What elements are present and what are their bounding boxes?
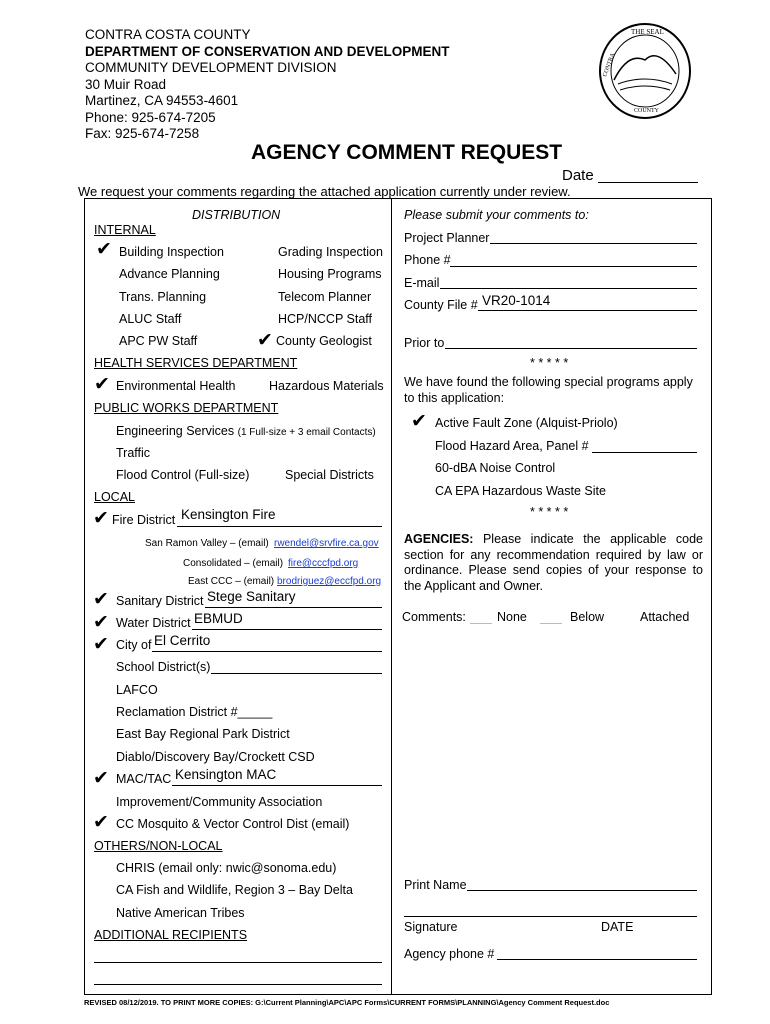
agency-phone-field[interactable] [497,959,697,960]
division-name: COMMUNITY DEVELOPMENT DIVISION [85,60,337,75]
hcp-nccp-staff: HCP/NCCP Staff [278,312,373,326]
project-planner-field[interactable] [490,243,697,244]
column-divider [391,198,392,995]
county-file-line [478,310,697,311]
active-fault-zone: Active Fault Zone (Alquist-Priolo) [435,416,618,430]
comments-below-checkbox[interactable] [540,623,562,624]
check-building-inspection[interactable]: ✔ [96,239,112,260]
signature-date-label: DATE [601,920,634,934]
others-heading: OTHERS/NON-LOCAL [94,839,223,853]
internal-heading: INTERNAL [94,223,156,237]
native-american-tribes: Native American Tribes [116,906,245,920]
print-name-field[interactable] [467,890,697,891]
stars-divider-1: * * * * * [530,356,569,370]
print-name-label: Print Name [404,878,467,892]
east-ccc-label: East CCC – (email) [188,576,275,587]
special-programs-text: We have found the following special programs apply to this application: [404,375,693,405]
reclamation-district: Reclamation District #_____ [116,705,273,719]
prior-to-label: Prior to [404,336,445,350]
check-fire-district[interactable]: ✔ [93,508,109,529]
special-districts: Special Districts [285,468,374,482]
engineering-services-note: (1 Full-size + 3 email Contacts) [237,427,376,438]
comments-below: Below [570,610,605,624]
date-label: Date [562,167,594,184]
phone-label: Phone # [404,253,451,267]
date-field[interactable] [598,182,698,183]
agencies-label: AGENCIES: [404,532,474,546]
phone-number: Phone: 925-674-7205 [85,109,216,125]
department-name: DEPARTMENT OF CONSERVATION AND DEVELOPMENT [85,43,450,59]
county-seal-logo [598,22,692,120]
check-city[interactable]: ✔ [93,634,109,655]
local-heading: LOCAL [94,490,135,504]
sanitary-district-value[interactable]: Stege Sanitary [207,589,296,604]
phone-field[interactable] [450,266,697,267]
water-district-line [192,629,382,630]
noise-control: 60-dBA Noise Control [435,461,556,475]
svg-text:CONTRA: CONTRA [602,52,617,78]
address-line2: Martinez, CA 94553-4601 [85,93,239,108]
address-line1: 30 Muir Road [85,76,167,92]
city-value[interactable]: El Cerrito [154,633,211,648]
footer-revision-note: REVISED 08/12/2019. TO PRINT MORE COPIES: G:\Current Planning\APC\APC Forms\CURRENT FORMS\PLANNING\Agency Comment Request.doc [84,998,610,1007]
health-services-heading: HEALTH SERVICES DEPARTMENT [94,356,298,370]
traffic: Traffic [116,446,151,460]
building-inspection: Building Inspection [119,245,224,259]
distribution-heading: DISTRIBUTION [192,208,281,222]
page-title: AGENCY COMMENT REQUEST [251,141,563,164]
ca-epa-hazardous-waste: CA EPA Hazardous Waste Site [435,484,606,498]
engineering-services-label: Engineering Services [116,424,235,438]
mac-tac-line [172,785,382,786]
signature-label: Signature [404,920,458,934]
mosquito-vector-control: CC Mosquito & Vector Control Dist (email) [116,817,350,831]
lafco: LAFCO [116,683,158,697]
additional-recipient-line-1[interactable] [94,962,382,963]
water-district-label: Water District [116,616,191,630]
city-line [152,651,382,652]
additional-recipient-line-2[interactable] [94,984,382,985]
trans-planning: Trans. Planning [119,290,207,304]
school-district-line[interactable] [211,673,382,674]
engineering-services [116,424,376,438]
chris: CHRIS (email only: nwic@sonoma.edu) [116,861,337,875]
comments-label: Comments: [402,610,466,624]
stars-divider-2: * * * * * [530,505,569,519]
east-bay-regional-park: East Bay Regional Park District [116,727,290,741]
county-file-value[interactable]: VR20-1014 [482,293,551,308]
county-name: CONTRA COSTA COUNTY [85,27,251,42]
advance-planning: Advance Planning [119,267,220,281]
sanitary-district-label: Sanitary District [116,594,204,608]
fire-district-value[interactable]: Kensington Fire [181,507,276,522]
additional-recipients-heading: ADDITIONAL RECIPIENTS [94,928,248,942]
mac-tac-value[interactable]: Kensington MAC [175,767,277,782]
flood-hazard-panel-field[interactable] [592,452,697,453]
comments-attached: Attached [640,610,690,624]
check-environmental-health[interactable]: ✔ [94,374,110,395]
check-sanitary-district[interactable]: ✔ [93,589,109,610]
agency-phone-label: Agency phone # [404,947,495,961]
consolidated-label: Consolidated – (email) [183,558,284,569]
intro-text: We request your comments regarding the attached application currently under review. [78,184,571,199]
school-district-label: School District(s) [116,660,211,674]
fire-district-label: Fire District [112,513,176,527]
city-label: City of [116,638,152,652]
check-mac-tac[interactable]: ✔ [93,768,109,789]
flood-hazard-area: Flood Hazard Area, Panel # [435,439,589,453]
mac-tac-label: MAC/TAC [116,772,172,786]
public-works-heading: PUBLIC WORKS DEPARTMENT [94,401,279,415]
ca-fish-wildlife: CA Fish and Wildlife, Region 3 – Bay Delta [116,883,353,897]
project-planner-label: Project Planner [404,231,490,245]
water-district-value[interactable]: EBMUD [194,611,243,626]
diablo-discovery-bay: Diablo/Discovery Bay/Crockett CSD [116,750,315,764]
fax-number: Fax: 925-674-7258 [85,126,200,141]
check-county-geologist[interactable]: ✔ [257,330,273,351]
flood-control: Flood Control (Full-size) [116,468,250,482]
grading-inspection: Grading Inspection [278,245,383,259]
consolidated-email[interactable]: fire@cccfpd.org [288,558,359,569]
apc-pw-staff: APC PW Staff [119,334,198,348]
hazardous-materials: Hazardous Materials [269,379,384,393]
svg-text:THE SEAL: THE SEAL [631,28,664,36]
submit-comments-heading: Please submit your comments to: [404,208,589,222]
check-mosquito-vector[interactable]: ✔ [93,812,109,833]
environmental-health: Environmental Health [116,379,236,393]
signature-field[interactable] [404,916,697,917]
fire-district-line [177,526,382,527]
county-file-label: County File # [404,298,478,312]
telecom-planner: Telecom Planner [278,290,372,304]
svg-text:COUNTY: COUNTY [634,108,659,114]
check-active-fault-zone[interactable]: ✔ [411,411,427,432]
san-ramon-label: San Ramon Valley – (email) [145,538,269,549]
comments-none-checkbox[interactable] [470,623,492,624]
county-geologist: County Geologist [276,334,372,348]
comments-none: None [497,610,527,624]
prior-to-field[interactable] [445,348,697,349]
email-label: E-mail [404,276,440,290]
email-field[interactable] [440,288,697,289]
housing-programs: Housing Programs [278,267,382,281]
san-ramon-email[interactable]: rwendel@srvfire.ca.gov [274,538,379,549]
sanitary-district-line [205,607,382,608]
agencies-instructions [404,532,703,594]
aluc-staff: ALUC Staff [119,312,182,326]
agencies-text: Please indicate the applicable code section for any recommendation required by law or ordinance. Please send copies of your response to the Applicant and Owner. [404,532,703,593]
check-water-district[interactable]: ✔ [93,612,109,633]
east-ccc-email[interactable]: brodriguez@eccfpd.org [277,576,382,587]
improvement-association: Improvement/Community Association [116,795,323,809]
